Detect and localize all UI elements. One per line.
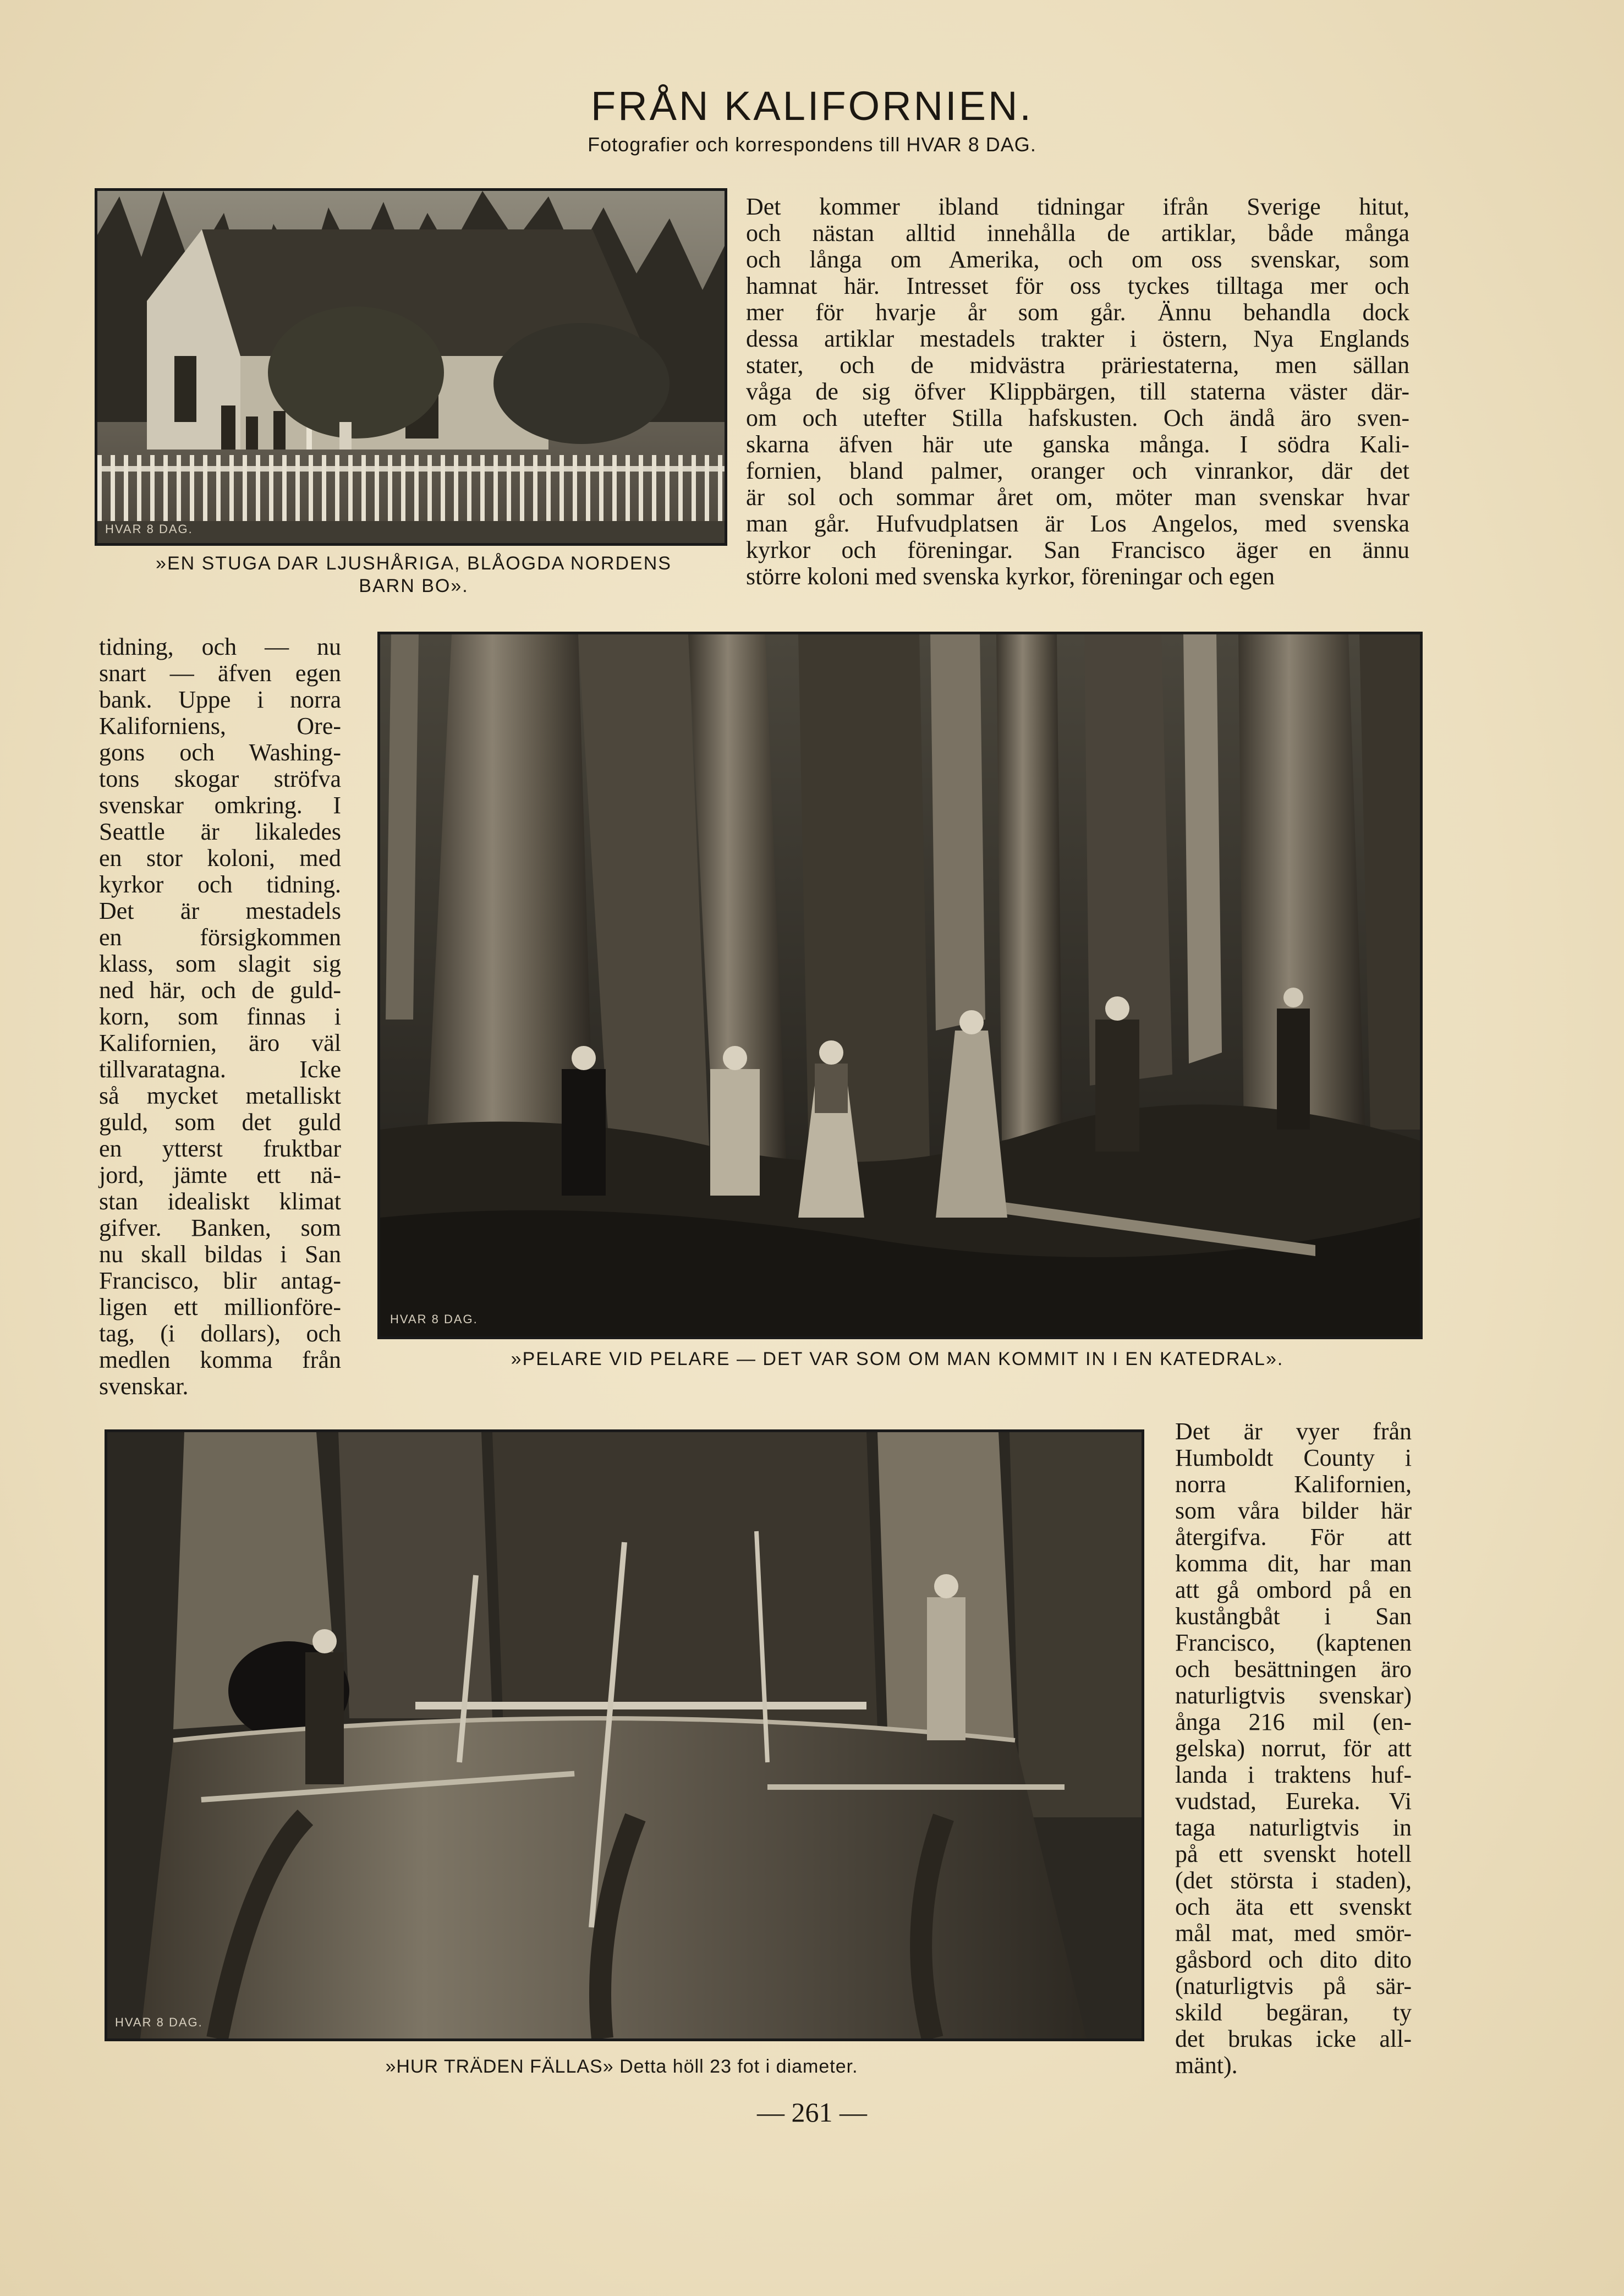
text-line: (naturligtvis på sär-: [1175, 1972, 1412, 1999]
article-text-bottom-right: [1175, 1418, 1412, 2079]
text-line: och besättningen äro: [1175, 1656, 1412, 1683]
house-caption-line2: BARN BO».: [359, 575, 469, 596]
text-line: jord, jämte ett nä-: [99, 1161, 341, 1188]
text-line: guld, som det guld: [99, 1109, 341, 1136]
text-line: stan idealiskt klimat: [99, 1188, 341, 1215]
text-line: mer för hvarje år som går. Ännu behandla dock: [746, 299, 1409, 326]
house-illustration: [97, 191, 725, 543]
text-line: om och utefter Stilla hafskusten. Och ändå äro sven-: [746, 404, 1409, 431]
text-line: är sol och sommar året om, möter man svenskar hvar: [746, 484, 1409, 511]
photo-stamp: HVAR 8 DAG.: [115, 2015, 203, 2029]
text-line: Francisco, blir antag-: [99, 1267, 341, 1294]
forest-illustration: [380, 634, 1420, 1336]
house-caption: [95, 552, 733, 598]
text-line: fornien, bland palmer, oranger och vinrankor, där det: [746, 457, 1409, 484]
text-line: norra Kalifornien,: [1175, 1471, 1412, 1498]
text-line: ånga 216 mil (en-: [1175, 1708, 1412, 1735]
text-line: kyrkor och tidning.: [99, 871, 341, 898]
stump-caption: »HUR TRÄDEN FÄLLAS» Detta höll 23 fot i diameter.: [385, 2056, 858, 2077]
text-line: hamnat här. Intresset för oss tyckes tilltaga mer och: [746, 272, 1409, 299]
text-line: skild begäran, ty: [1175, 1999, 1412, 2026]
article-text-left: [99, 634, 341, 1400]
text-line: medlen komma från: [99, 1346, 341, 1373]
photo-house: [95, 188, 727, 546]
text-line: ligen ett millionföre-: [99, 1294, 341, 1320]
house-caption-line1: »EN STUGA DAR LJUSHÅRIGA, BLÅOGDA NORDENS: [156, 553, 672, 574]
text-line: korn, som finnas i: [99, 1003, 341, 1030]
page-title: FRÅN KALIFORNIEN.: [591, 83, 1033, 129]
text-line: det brukas icke all-: [1175, 2025, 1412, 2052]
photo-forest: [377, 632, 1423, 1339]
text-line: att gå ombord på en: [1175, 1576, 1412, 1603]
text-line: Det är mestadels: [99, 897, 341, 924]
text-line: gåsbord och dito dito: [1175, 1946, 1412, 1973]
text-line: en ytterst fruktbar: [99, 1135, 341, 1162]
stump-illustration: [107, 1432, 1142, 2039]
text-line: dessa artiklar mestadels trakter i östern, Nya Englands: [746, 325, 1409, 352]
photo-stamp: HVAR 8 DAG.: [105, 522, 193, 536]
text-line: tillvaratagna. Icke: [99, 1056, 341, 1083]
text-line: svenskar omkring. I: [99, 792, 341, 819]
text-line: som våra bilder här: [1175, 1497, 1412, 1524]
text-line: ned här, och de guld-: [99, 977, 341, 1004]
text-line: större koloni med svenska kyrkor, föreningar och egen: [746, 563, 1275, 590]
text-line: klass, som slagit sig: [99, 950, 341, 977]
text-line: Seattle är likaledes: [99, 818, 341, 845]
text-line: bank. Uppe i norra: [99, 686, 341, 713]
text-line: Det kommer ibland tidningar ifrån Sverige hitut,: [746, 193, 1409, 220]
text-line: en stor koloni, med: [99, 845, 341, 872]
text-line: skarna äfven här ute ganska många. I södra Kali-: [746, 431, 1409, 458]
text-line: tidning, och — nu: [99, 633, 341, 660]
text-line: snart — äfven egen: [99, 660, 341, 687]
text-line: komma dit, har man: [1175, 1550, 1412, 1577]
text-line: man går. Hufvudplatsen är Los Angelos, med svenska: [746, 510, 1409, 537]
text-line: våga de sig öfver Klippbärgen, till staterna väster där-: [746, 378, 1409, 405]
text-line: och långa om Amerika, och om oss svenskar, som: [746, 246, 1409, 273]
text-line: mänt).: [1175, 2052, 1238, 2079]
forest-caption: »PELARE VID PELARE — DET VAR SOM OM MAN KOMMIT IN I EN KATEDRAL».: [511, 1349, 1284, 1369]
text-line: tag, (i dollars), och: [99, 1320, 341, 1347]
text-line: landa i traktens huf-: [1175, 1761, 1412, 1788]
article-text-top-right: [746, 194, 1409, 590]
page-subtitle: Fotografier och korrespondens till HVAR 8 DAG.: [588, 133, 1036, 156]
text-line: mål mat, med smör-: [1175, 1920, 1412, 1947]
text-line: tons skogar ströfva: [99, 765, 341, 792]
text-line: kyrkor och föreningar. San Francisco äger en ännu: [746, 536, 1409, 563]
text-line: Kaliforniens, Ore-: [99, 713, 341, 739]
page-number: — 261 —: [757, 2097, 867, 2128]
text-line: gelska) norrut, för att: [1175, 1735, 1412, 1762]
text-line: och äta ett svenskt: [1175, 1893, 1412, 1920]
text-line: kustångbåt i San: [1175, 1603, 1412, 1630]
text-line: Kalifornien, äro väl: [99, 1029, 341, 1056]
text-line: Det är vyer från: [1175, 1418, 1412, 1445]
text-line: stater, och de midvästra präriestaterna, men sällan: [746, 352, 1409, 379]
text-line: på ett svenskt hotell: [1175, 1840, 1412, 1867]
text-line: vudstad, Eureka. Vi: [1175, 1788, 1412, 1815]
text-line: så mycket metalliskt: [99, 1082, 341, 1109]
text-line: och nästan alltid innehålla de artiklar, både många: [746, 220, 1409, 246]
text-line: återgifva. För att: [1175, 1524, 1412, 1550]
text-line: (det största i staden),: [1175, 1867, 1412, 1894]
text-line: gifver. Banken, som: [99, 1214, 341, 1241]
text-line: svenskar.: [99, 1373, 189, 1400]
text-line: nu skall bildas i San: [99, 1241, 341, 1268]
photo-stump: [105, 1429, 1144, 2041]
text-line: gons och Washing-: [99, 739, 341, 766]
text-line: naturligtvis svenskar): [1175, 1682, 1412, 1709]
text-line: Francisco, (kaptenen: [1175, 1629, 1412, 1656]
photo-stamp: HVAR 8 DAG.: [390, 1312, 478, 1326]
text-line: Humboldt County i: [1175, 1444, 1412, 1471]
text-line: en försigkommen: [99, 924, 341, 951]
text-line: taga naturligtvis in: [1175, 1814, 1412, 1841]
